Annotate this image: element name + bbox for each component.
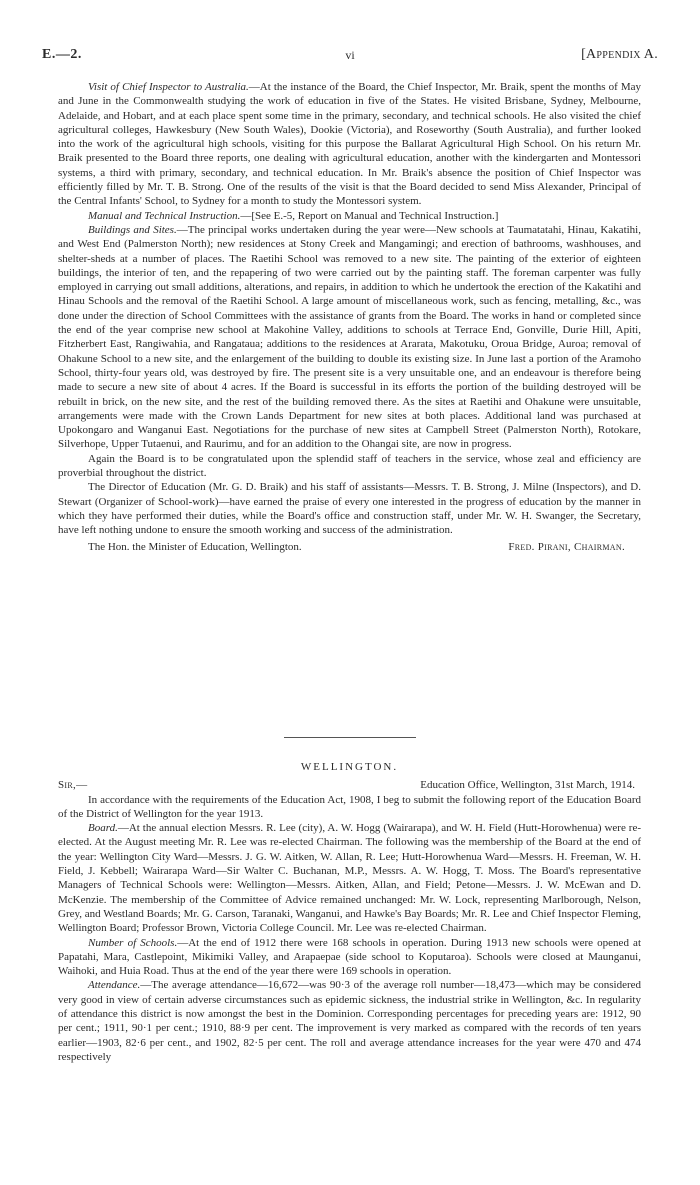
page-number: vi (345, 48, 355, 62)
header-right: [Appendix A. (581, 47, 658, 62)
paragraph-text: —[See E.-5, Report on Manual and Technical Instruction.] (240, 209, 499, 222)
addressee: The Hon. the Minister of Education, Wellington. (88, 540, 302, 553)
signature: Fred. Pirani, Chairman. (508, 540, 625, 553)
paragraph-heading: Attendance. (88, 979, 141, 992)
header-left: E.—2. (42, 47, 82, 62)
paragraph-text: —The principal works undertaken during the year were—New schools at Taumatatahi, Hinau, Kakatihi, and West End (Palmerston North); new residences at Stony Creek and Mangamingi; and erection of bathrooms, washhouses, and shelter-sheds at a number of places. The Raetihi School was removed to a new site. The painting of the exterior of eighteen buildings, the interior of ten, and the repapering of two were carried out by the painting staff. The foreman carpenter was fully employed in carrying out small additions, alterations, and repairs, in addition to which he undertook the erection of the Kakatihi and Hinau Schools and the removal of the Raetihi School. A large amount of miscellaneous work, such as fencing, metalling, &c., was done under the direction of School Committees with the assistance of grants from the Board. The works in hand or completed since the end of the year comprise new school at Makohine Valley, additions to schools at Terrace End, Gonville, Durie Hill, Apiti, Fitzherbert East, Rangiwahia, and Rangataua; additions to the residences at Ararata, Makotuku, Oroua Bridge, Auroa; removal of Ohakune School to a new site, and the enlargement of the building to double its existing size. In June last a portion of the Aramoho School, thirty-four years old, was destroyed by fire. The present site is a very unsuitable one, and an endeavour is therefore being made to secure a new site of about 4 acres. If the Board is successful in its efforts the portion of the building destroyed will be rebuilt in brick, on the new site, and the rest of the building removed there. As the sites at Raetihi and Ohakune were unsuitable, arrangements were made with the Crown Lands Department for new sites at both places. Additional land was purchased at Upokongaro and Wanganui East. Negotiations for the purchase of new sites at Campbell Street (Palmerston North), Rotokare, Silverhope, Upper Tutaenui, and Raurimu, and for an addition to the Ohangai site, are now in progress. (58, 223, 641, 451)
paragraph-heading: Visit of Chief Inspector to Australia. (88, 81, 249, 93)
paragraph-text: —At the end of 1912 there were 168 schools in operation. During 1913 new schools were opened at Papatahi, Mara, Castlepoint, Mikimiki Valley, and Arapaepae (side school to Koputaroa). Schools were closed at Maunganui, Waihoki, and Huia Road. Thus at the end of the year there were 169 schools in operation. (58, 936, 641, 978)
wellington-section (58, 760, 641, 1064)
paragraph-number-of-schools (58, 936, 641, 979)
paragraph-heading: Board. (88, 822, 118, 835)
paragraph-attendance (58, 978, 641, 1064)
salutation: Sir,— (58, 779, 88, 792)
paragraph-text: The Director of Education (Mr. G. D. Braik) and his staff of assistants—Messrs. T. B. Strong, J. Milne (Inspectors), and D. Stewart (Organizer of School-work)—have earned the praise of every one interested in the progress of education by the manner in which they have performed their duties, while the Board's office and construction staff, under Mr. W. H. Swanger, the Secretary, have left nothing undone to ensure the smooth working and success of the administration. (58, 481, 641, 537)
paragraph-teachers (58, 452, 641, 481)
board-report-section (58, 80, 641, 554)
letter-address: Education Office, Wellington, 31st March, 1914. (420, 779, 635, 792)
signature-line (58, 540, 641, 554)
section-title: WELLINGTON. (300, 761, 399, 773)
paragraph-text: —At the annual election Messrs. R. Lee (city), A. W. Hogg (Wairarapa), and W. H. Field (Hutt-Horowhenua) were re-elected. At the August meeting Mr. R. Lee was re-elected Chairman. The following was the membership of the Board at the end of the year: Wellington City Ward—Messrs. J. G. W. Aitken, W. Allan, R. Lee; Hutt-Horowhenua Ward—Messrs. H. Freeman, W. H. Field, J. Kebbell; Wairarapa Ward—Sir Walter C. Buchanan, M.P., Messrs. A. W. Hogg, T. Moss. The Board's representative Managers of Technical Schools were: Wellington—Messrs. Aitken, Allan, and Field; Petone—Messrs. J. W. McEwan and D. McKenzie. The membership of the Committee of Advice remained unchanged: Mr. W. Lock, representing Marlborough, Nelson, Grey, and Westland Boards; Mr. G. Carson, Taranaki, Wanganui, and Hawke's Bay Boards; Mr. R. Lee and Chief Inspector Fleming, Wellington Board; Professor Brown, Victoria College Council. Mr. Lee was re-elected Chairman. (58, 822, 641, 935)
salutation-line (58, 778, 641, 792)
paragraph-manual-instruction (58, 209, 641, 223)
paragraph-buildings (58, 223, 641, 452)
paragraph-heading: Number of Schools. (88, 936, 178, 949)
paragraph-heading: Manual and Technical Instruction. (88, 209, 241, 222)
section-divider (284, 737, 416, 738)
paragraph-heading: Buildings and Sites. (88, 223, 177, 236)
page-header (42, 48, 658, 70)
paragraph-intro (58, 793, 641, 822)
paragraph-text: Again the Board is to be congratulated upon the splendid staff of teachers in the service, whose zeal and efficiency are proverbial throughout the district. (58, 452, 641, 480)
paragraph-visit (58, 80, 641, 209)
paragraph-text: —The average attendance—16,672—was 90·3 of the average roll number—18,473—which may be considered very good in view of certain adverse circumstances such as epidemic sickness, the industrial strike in Wellington, &c. In regularity of attendance this district is now amongst the best in the Dominion. Corresponding percentages for preceding years are: 1912, 90 per cent.; 1911, 90·1 per cent.; 1910, 88·9 per cent. The improvement is very marked as compared with the records of ten years earlier—1903, 82·6 per cent., and 1902, 82·5 per cent. The roll and average attendance increases for the year were 470 and 474 respectively (58, 979, 641, 1063)
paragraph-text: In accordance with the requirements of the Education Act, 1908, I beg to submit the following report of the Education Board of the District of Wellington for the year 1913. (58, 793, 641, 820)
paragraph-director (58, 480, 641, 537)
paragraph-board (58, 821, 641, 935)
paragraph-text: —At the instance of the Board, the Chief Inspector, Mr. Braik, spent the months of May and June in the Commonwealth studying the work of education in five of the States. He visited Brisbane, Sydney, Melbourne, Adelaide, and Hobart, and at each place spent some time in the primary, secondary, and technical schools. He also visited the chief agricultural colleges, Hawkesbury (New South Wales), Dookie (Victoria), and Roseworthy (South Australia), and further looked into the work of the agricultural high schools, visiting for this purpose the Ballarat Agricultural High School. On his return Mr. Braik presented to the Board three reports, one dealing with agricultural education, another with the kindergarten and Montessori systems, a third with primary, secondary, and technical education. In Mr. Braik's absence the position of Chief Inspector was efficiently filled by Mr. T. B. Strong. One of the results of the visit is that the Board decided to send Miss Alexander, Principal of the Central Infants' School, to Sydney for a month to study the Montessori system. (58, 81, 641, 208)
